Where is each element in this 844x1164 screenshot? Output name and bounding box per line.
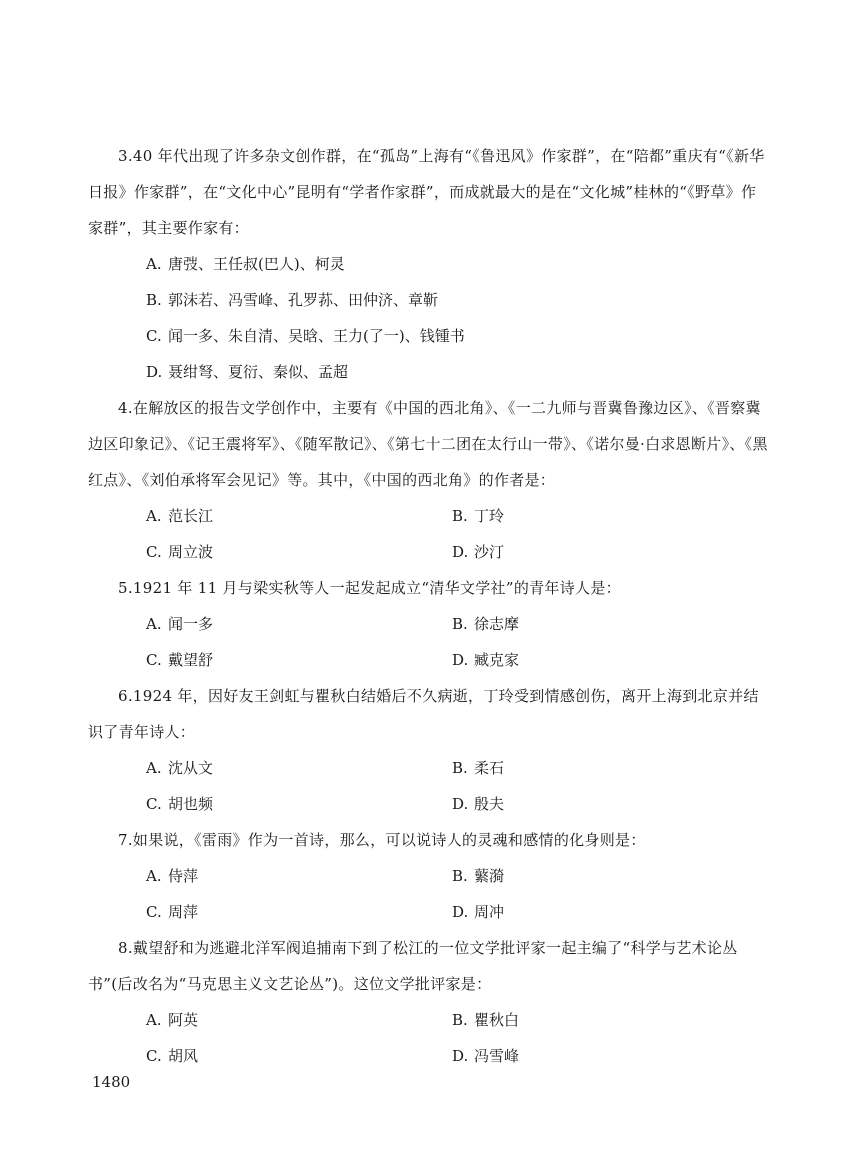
- option-row: [88, 1002, 768, 1038]
- option-row: [88, 606, 768, 642]
- option-a: A. 侍萍: [146, 867, 199, 885]
- question-3: [88, 138, 768, 390]
- option-row: [88, 282, 768, 318]
- option-b: B. 柔石: [452, 759, 505, 777]
- option-b: B. 蘩漪: [452, 867, 505, 885]
- question-4: [88, 390, 768, 570]
- option-c: C. 周萍: [146, 903, 199, 921]
- option-row: [88, 534, 768, 570]
- option-row: [88, 1038, 768, 1074]
- option-row: [88, 642, 768, 678]
- question-stem: 6.1924 年，因好友王剑虹与瞿秋白结婚后不久病逝，丁玲受到情感创伤，离开上海到北京并结识了青年诗人：: [88, 687, 759, 741]
- question-stem: 8.戴望舒和为逃避北洋军阀追捕南下到了松江的一位文学批评家一起主编了“科学与艺术论丛书”(后改名为“马克思主义文艺论丛”)。这位文学批评家是：: [88, 939, 738, 993]
- option-d: D. 周冲: [452, 903, 505, 921]
- option-a: A. 闻一多: [146, 615, 214, 633]
- question-stem: 5.1921 年 11 月与梁实秋等人一起发起成立“清华文学社”的青年诗人是：: [118, 579, 621, 597]
- question-6: [88, 678, 768, 822]
- option-b: B. 丁玲: [452, 507, 505, 525]
- option-row: [88, 750, 768, 786]
- option-d: D. 冯雪峰: [452, 1047, 520, 1065]
- option-row: [88, 318, 768, 354]
- question-stem: 3.40 年代出现了许多杂文创作群，在“孤岛”上海有“《鲁迅风》作家群”，在“陪都”重庆有“《新华日报》作家群”，在“文化中心”昆明有“学者作家群”，而成就最大的是在“文化城”桂林的“《野草》作家群”，其主要作家有：: [88, 147, 765, 237]
- option-c: C. 胡风: [146, 1047, 199, 1065]
- option-d: D. 臧克家: [452, 651, 520, 669]
- option-b: B. 瞿秋白: [452, 1011, 520, 1029]
- option-b: B. 徐志摩: [452, 615, 520, 633]
- option-b: B. 郭沫若、冯雪峰、孔罗荪、田仲济、章靳: [146, 291, 439, 309]
- question-stem: 4.在解放区的报告文学创作中，主要有《中国的西北角》、《一二九师与晋冀鲁豫边区》、《晋察冀边区印象记》、《记王震将军》、《随军散记》、《第七十二团在太行山一带》、《诺尔曼·白求恩断片》、《黑红点》、《刘伯承将军会见记》等。其中，《中国的西北角》的作者是：: [88, 399, 768, 489]
- option-row: [88, 858, 768, 894]
- question-5: [88, 570, 768, 678]
- option-d: D. 聂绀弩、夏衍、秦似、孟超: [146, 363, 349, 381]
- page-number: 1480: [92, 1073, 131, 1091]
- question-7: [88, 822, 768, 930]
- option-c: C. 胡也频: [146, 795, 214, 813]
- option-c: C. 戴望舒: [146, 651, 214, 669]
- question-stem: 7.如果说，《雷雨》作为一首诗，那么，可以说诗人的灵魂和感情的化身则是：: [118, 831, 646, 849]
- option-a: A. 范长江: [146, 507, 214, 525]
- option-row: [88, 786, 768, 822]
- option-d: D. 殷夫: [452, 795, 505, 813]
- option-row: [88, 246, 768, 282]
- option-row: [88, 498, 768, 534]
- option-row: [88, 894, 768, 930]
- option-d: D. 沙汀: [452, 543, 505, 561]
- option-row: [88, 354, 768, 390]
- option-a: A. 阿英: [146, 1011, 199, 1029]
- option-a: A. 沈从文: [146, 759, 214, 777]
- question-8: [88, 930, 768, 1074]
- option-a: A. 唐弢、王任叔(巴人)、柯灵: [146, 255, 345, 273]
- option-c: C. 周立波: [146, 543, 214, 561]
- option-c: C. 闻一多、朱自清、吴晗、王力(了一)、钱锺书: [146, 327, 465, 345]
